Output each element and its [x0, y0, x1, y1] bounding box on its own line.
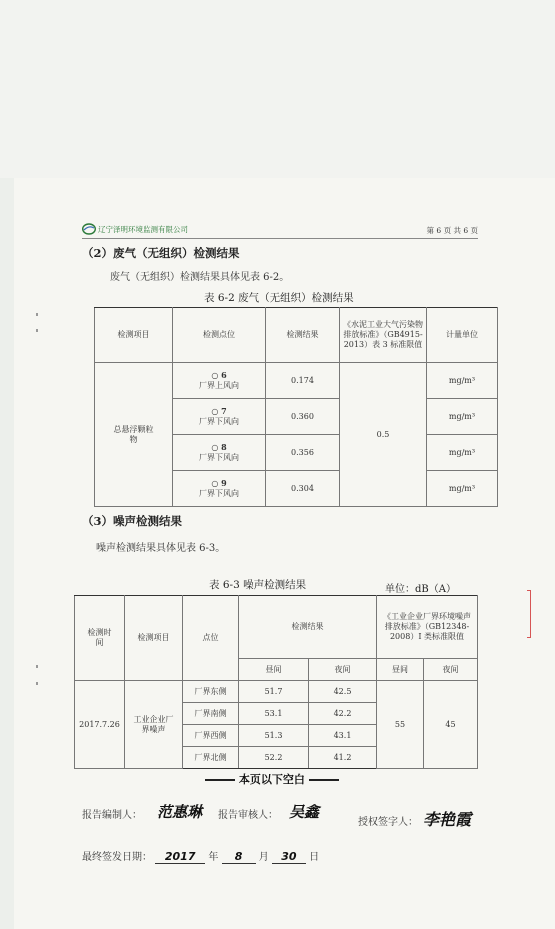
point-code: ○ 9: [211, 478, 227, 488]
date-cell: 2017.7.26: [75, 681, 125, 769]
gas-results-table: [94, 307, 498, 507]
section-text-gas: 废气（无组织）检测结果具体见表 6-2。: [110, 272, 290, 283]
table-header-row: [75, 596, 478, 659]
page-header: [82, 222, 478, 239]
point-cell: [173, 363, 266, 399]
table-header-row: [95, 308, 498, 363]
header-cell: 夜间: [309, 659, 377, 681]
point-code: ○ 8: [211, 442, 227, 452]
result-cell: 0.356: [266, 435, 340, 471]
date-day: 30: [272, 850, 306, 864]
night-value-cell: 41.2: [309, 747, 377, 769]
compiler-label: 报告编制人：: [82, 810, 142, 821]
item-cell: 工业企业厂界噪声: [125, 681, 183, 769]
date-label: 最终签发日期：: [82, 852, 152, 863]
table-caption-6-2: 表 6-2 废气（无组织）检测结果: [204, 292, 354, 304]
date-day-unit: 日: [309, 852, 320, 863]
unit-cell: mg/m³: [427, 399, 498, 435]
blank-page-note: [205, 771, 339, 787]
day-value-cell: 52.2: [239, 747, 309, 769]
compiler-signature: 范惠琳: [157, 803, 203, 821]
company-name: 辽宁泽明环境监测有限公司: [98, 225, 188, 234]
company-logo-icon: [82, 223, 96, 235]
day-value-cell: 53.1: [239, 703, 309, 725]
header-cell: 检测时间: [75, 596, 125, 681]
point-cell: 厂界北侧: [183, 747, 239, 769]
night-value-cell: 42.5: [309, 681, 377, 703]
unit-cell: mg/m³: [427, 363, 498, 399]
point-label: 厂界下风向: [199, 453, 239, 462]
limit-night-cell: 45: [424, 681, 478, 769]
point-label: 厂界上风向: [199, 381, 239, 390]
table-row: [75, 681, 478, 703]
day-value-cell: 51.3: [239, 725, 309, 747]
point-cell: 厂界东侧: [183, 681, 239, 703]
result-cell: 0.304: [266, 471, 340, 507]
section-title-noise: （3）噪声检测结果: [82, 514, 183, 528]
header-cell: 《水泥工业大气污染物排放标准》（GB4915-2013）表 3 标准限值: [340, 308, 427, 363]
point-code: ○ 7: [211, 406, 227, 416]
night-value-cell: 43.1: [309, 725, 377, 747]
day-value-cell: 51.7: [239, 681, 309, 703]
scan-mark: [36, 329, 38, 332]
reviewer-signature: 吴鑫: [289, 803, 320, 821]
page-number: 第 6 页 共 6 页: [426, 226, 478, 235]
night-value-cell: 42.2: [309, 703, 377, 725]
result-cell: 0.174: [266, 363, 340, 399]
issue-date-line: [82, 848, 319, 864]
scan-mark: [36, 682, 38, 685]
point-cell: 厂界南侧: [183, 703, 239, 725]
point-cell: [173, 471, 266, 507]
blank-note-text: 本页以下空白: [238, 773, 305, 786]
date-month-unit: 月: [258, 852, 269, 863]
point-cell: [173, 435, 266, 471]
section-title-gas: （2）废气（无组织）检测结果: [82, 246, 240, 260]
divider: [205, 779, 235, 780]
table-unit: 单位：dB（A）: [385, 584, 456, 595]
result-cell: 0.360: [266, 399, 340, 435]
header-cell: 检测点位: [173, 308, 266, 363]
header-cell: 昼间: [377, 659, 424, 681]
red-bracket-mark: [527, 590, 531, 638]
date-month: 8: [222, 850, 256, 864]
point-cell: [173, 399, 266, 435]
reviewer-label: 报告审核人：: [218, 810, 278, 821]
scan-mark: [36, 313, 38, 316]
table-caption-6-3: 表 6-3 噪声检测结果: [209, 579, 307, 591]
signer-signature: 李艳霞: [423, 810, 472, 829]
header-cell: 《工业企业厂界环境噪声排放标准》（GB12348-2008）I 类标准限值: [377, 596, 478, 659]
standard-cell: 0.5: [340, 363, 427, 507]
header-cell: 检测结果: [239, 596, 377, 659]
point-cell: 厂界西侧: [183, 725, 239, 747]
point-label: 厂界下风向: [199, 417, 239, 426]
unit-cell: mg/m³: [427, 471, 498, 507]
item-cell: 总悬浮颗粒物: [95, 363, 173, 507]
scan-top-margin: [0, 0, 555, 178]
scan-mark: [36, 665, 38, 668]
section-text-noise: 噪声检测结果具体见表 6-3。: [96, 543, 226, 554]
signer-label: 授权签字人：: [358, 817, 418, 828]
date-year-unit: 年: [208, 852, 219, 863]
limit-day-cell: 55: [377, 681, 424, 769]
header-cell: 夜间: [424, 659, 478, 681]
point-code: ○ 6: [211, 370, 227, 380]
header-cell: 计量单位: [427, 308, 498, 363]
table-row: [95, 363, 498, 399]
header-cell: 检测项目: [95, 308, 173, 363]
header-cell: 检测项目: [125, 596, 183, 681]
header-cell: 点位: [183, 596, 239, 681]
point-label: 厂界下风向: [199, 489, 239, 498]
noise-results-table: [74, 595, 478, 769]
header-cell: 检测结果: [266, 308, 340, 363]
header-cell: 昼间: [239, 659, 309, 681]
unit-cell: mg/m³: [427, 435, 498, 471]
divider: [309, 779, 339, 780]
date-year: 2017: [155, 850, 205, 864]
